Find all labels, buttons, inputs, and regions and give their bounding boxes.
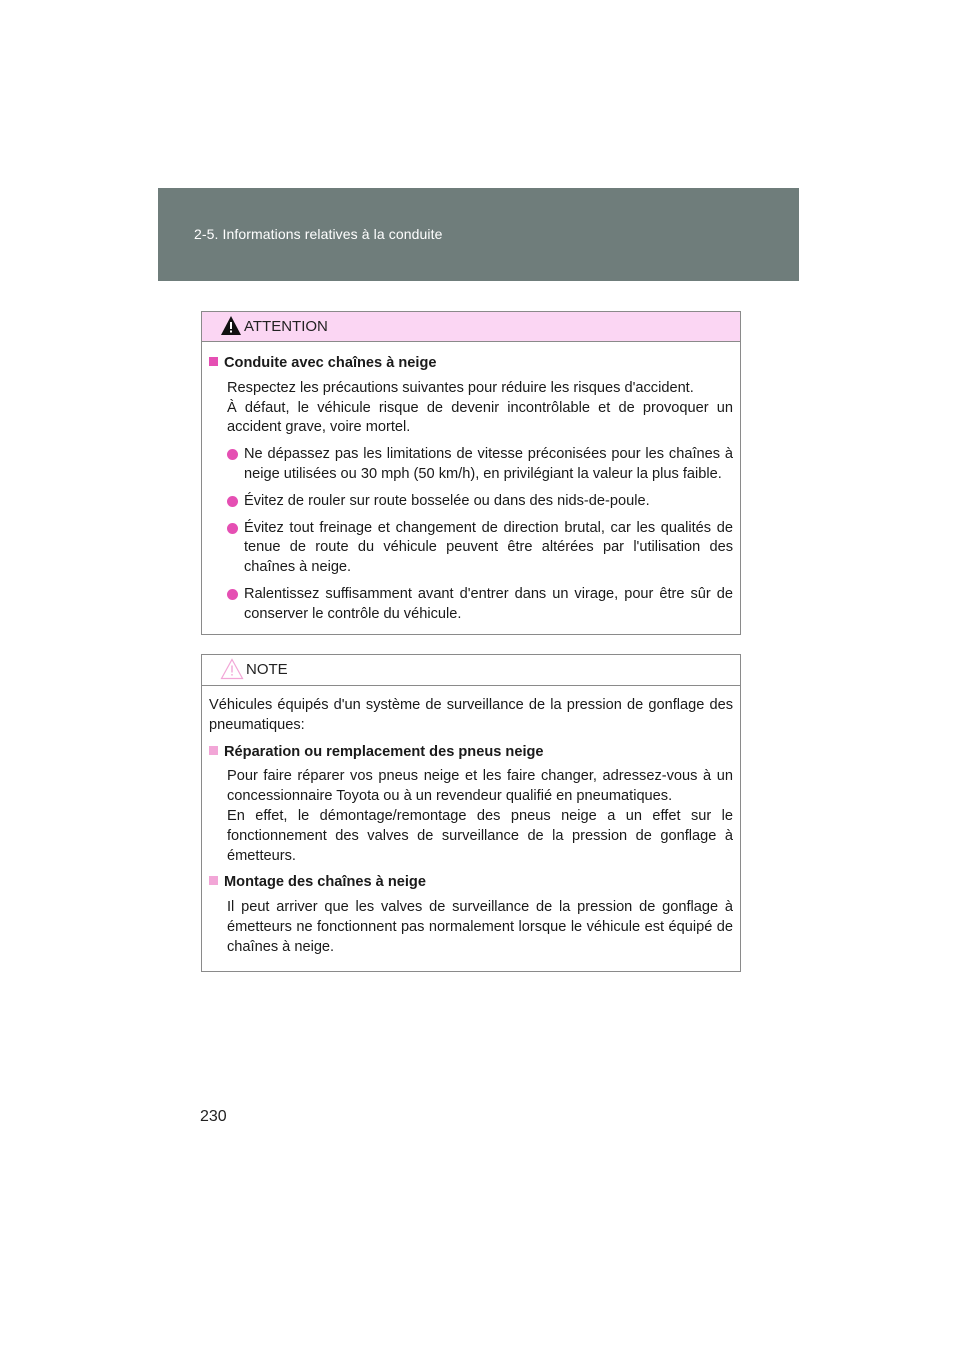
note-section-2-text: Il peut arriver que les valves de surveillance de la pression de gonflage à émetteurs ne fonctionnent pas normalement lorsque le véhicule est équipé de chaînes à neige. [227, 899, 733, 955]
square-bullet-icon [209, 746, 218, 755]
square-bullet-icon [209, 357, 218, 366]
attention-body [202, 342, 740, 625]
round-bullet-icon [227, 589, 238, 600]
round-bullet-icon [227, 449, 238, 460]
section-header-bar [158, 188, 799, 281]
note-section-2-title-text: Montage des chaînes à neige [224, 874, 426, 891]
note-header [202, 655, 740, 686]
attention-bullet-3 [209, 519, 733, 578]
attention-bullet-2 [209, 492, 733, 512]
attention-bullet-text: Ralentissez suffisamment avant d'entrer dans un virage, pour être sûr de conserver le contrôle du véhicule. [244, 585, 733, 622]
attention-bullet-1 [209, 445, 733, 485]
round-bullet-icon [227, 523, 238, 534]
section-title: 2-5. Informations relatives à la conduite [194, 226, 443, 242]
attention-intro-2: À défaut, le véhicule risque de devenir incontrôlable et de provoquer un accident grave, voire mortel. [227, 399, 733, 436]
attention-header [202, 312, 740, 342]
note-label: NOTE [246, 661, 288, 678]
note-section-1-text-2: En effet, le démontage/remontage des pneus neige a un effet sur le fonctionnement des valves de surveillance de la pression de gonflage à émetteurs. [227, 807, 733, 864]
note-section-1-title-text: Réparation ou remplacement des pneus neige [224, 743, 544, 760]
note-intro: Véhicules équipés d'un système de surveillance de la pression de gonflage des pneumatiques: [209, 697, 733, 733]
attention-box [201, 311, 741, 635]
note-section-1-title [209, 743, 733, 763]
note-section-2-title [209, 873, 733, 893]
attention-bullet-text: Évitez de rouler sur route bosselée ou dans des nids-de-poule. [244, 492, 650, 509]
attention-intro-1: Respectez les précautions suivantes pour réduire les risques d'accident. [227, 379, 694, 396]
attention-bullet-text: Ne dépassez pas les limitations de vitesse préconisées pour les chaînes à neige utilisées ou 30 mph (50 km/h), en privilégiant la valeur la plus faible. [244, 446, 733, 482]
attention-bullet-text: Évitez tout freinage et changement de direction brutal, car les qualités de tenue de route du véhicule peuvent être altérées par l'utilisation des chaînes à neige. [244, 519, 733, 576]
attention-label: ATTENTION [244, 318, 328, 335]
attention-bullet-4 [209, 585, 733, 625]
note-box [201, 654, 741, 972]
attention-section-title [209, 354, 733, 374]
square-bullet-icon [209, 876, 218, 885]
page-number: 230 [200, 1108, 227, 1125]
round-bullet-icon [227, 496, 238, 507]
caution-outline-icon [220, 658, 244, 685]
attention-section-title-text: Conduite avec chaînes à neige [224, 355, 437, 371]
warning-icon [220, 315, 242, 341]
note-body [202, 686, 740, 958]
note-section-1-text-1: Pour faire réparer vos pneus neige et les faire changer, adressez-vous à un concessionnaire Toyota ou à un revendeur qualifié en pneumatiques. [227, 768, 733, 805]
